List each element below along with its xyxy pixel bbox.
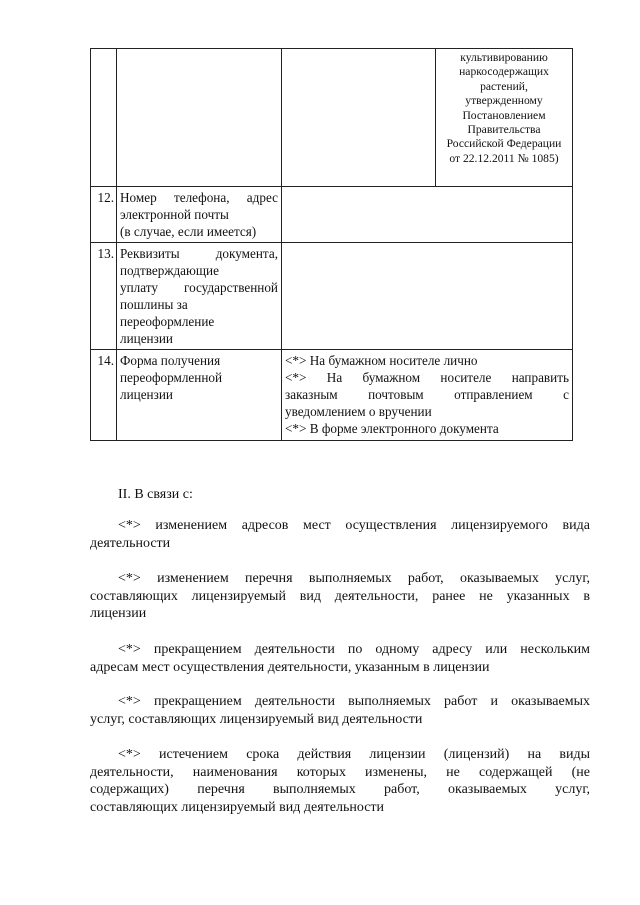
note-line: наркосодержащих — [459, 65, 549, 79]
table-row-14 — [91, 350, 573, 441]
reason-paragraph[interactable] — [90, 693, 590, 728]
row-number: 12. — [91, 187, 117, 243]
row-label — [117, 243, 282, 350]
reason-paragraph[interactable] — [90, 517, 590, 552]
option-line: уведомлением о вручении — [285, 404, 432, 419]
table-row-13 — [91, 243, 573, 350]
paragraph-line: <*> изменением перечня выполняемых работ, оказываемых услуг, — [118, 571, 590, 586]
option-paper-by-mail[interactable]: <*> На бумажном носителе направить — [285, 370, 569, 385]
row-label — [117, 350, 282, 441]
note-line: от 22.12.2011 № 1085) — [449, 151, 559, 165]
note-line: культивированию — [460, 51, 548, 64]
option-line: заказным почтовым отправлением с — [285, 387, 569, 402]
option-electronic[interactable]: <*> В форме электронного документа — [285, 421, 499, 436]
row-label-cell — [117, 49, 282, 187]
note-line: Российской Федерации — [446, 137, 562, 151]
label-line: Реквизиты документа, — [120, 246, 278, 261]
row-label — [117, 187, 282, 243]
label-line: электронной почты — [120, 207, 229, 222]
label-line: уплату государственной — [120, 280, 278, 295]
continued-note-cell — [436, 49, 573, 187]
row-number: 13. — [91, 243, 117, 350]
fee-payment-value-cell[interactable] — [282, 243, 573, 350]
note-line: растений, — [480, 79, 528, 93]
option-paper-in-person[interactable]: <*> На бумажном носителе лично — [285, 353, 478, 368]
reason-paragraph[interactable] — [90, 641, 590, 676]
note-line: Правительства — [467, 123, 541, 137]
table-row-12 — [91, 187, 573, 243]
label-line: лицензии — [120, 331, 173, 346]
label-line: Форма получения — [120, 353, 221, 368]
label-line: переоформление — [120, 314, 215, 329]
paragraph-line: деятельности — [90, 535, 171, 551]
table-row-continued — [91, 49, 573, 187]
paragraph-line: составляющих лицензируемый вид деятельности — [90, 799, 385, 815]
paragraph-line: лицензии — [90, 606, 147, 622]
row-number-cell — [91, 49, 117, 187]
delivery-options-cell — [282, 350, 573, 441]
paragraph-line: услуг, составляющих лицензируемый вид деятельности — [90, 711, 423, 727]
row-value-cell — [282, 49, 436, 187]
label-line: пошлины за — [120, 297, 188, 312]
reason-paragraph[interactable] — [90, 746, 590, 816]
note-line: Постановлением — [462, 108, 546, 122]
label-line: Номер телефона, адрес — [120, 190, 278, 205]
paragraph-line: составляющих лицензируемый вид деятельности, ранее не указанных в — [90, 588, 590, 604]
label-line: подтверждающие — [120, 263, 219, 278]
paragraph-line: деятельности, наименования которых изменены, не содержащей (не — [90, 764, 590, 780]
license-form-table — [90, 48, 573, 441]
note-line: утвержденному — [465, 94, 543, 108]
reason-paragraph[interactable] — [90, 570, 590, 623]
paragraph-line: <*> прекращением деятельности по одному адресу или нескольким — [118, 642, 590, 657]
section-heading: II. В связи с: — [118, 487, 193, 502]
label-line: переоформленной — [120, 370, 223, 385]
label-line: лицензии — [120, 387, 173, 402]
row-number: 14. — [91, 350, 117, 441]
paragraph-line: <*> изменением адресов мест осуществления лицензируемого вида — [118, 518, 590, 533]
paragraph-line: <*> прекращением деятельности выполняемых работ и оказываемых — [118, 694, 590, 709]
paragraph-line: содержащих) перечня выполняемых работ, оказываемых услуг, — [90, 782, 590, 798]
paragraph-line: адресам мест осуществления деятельности, указанным в лицензии — [90, 659, 490, 675]
phone-email-value-cell[interactable] — [282, 187, 573, 243]
label-line: (в случае, если имеется) — [120, 224, 257, 239]
paragraph-line: <*> истечением срока действия лицензии (лицензий) на виды — [118, 747, 590, 762]
